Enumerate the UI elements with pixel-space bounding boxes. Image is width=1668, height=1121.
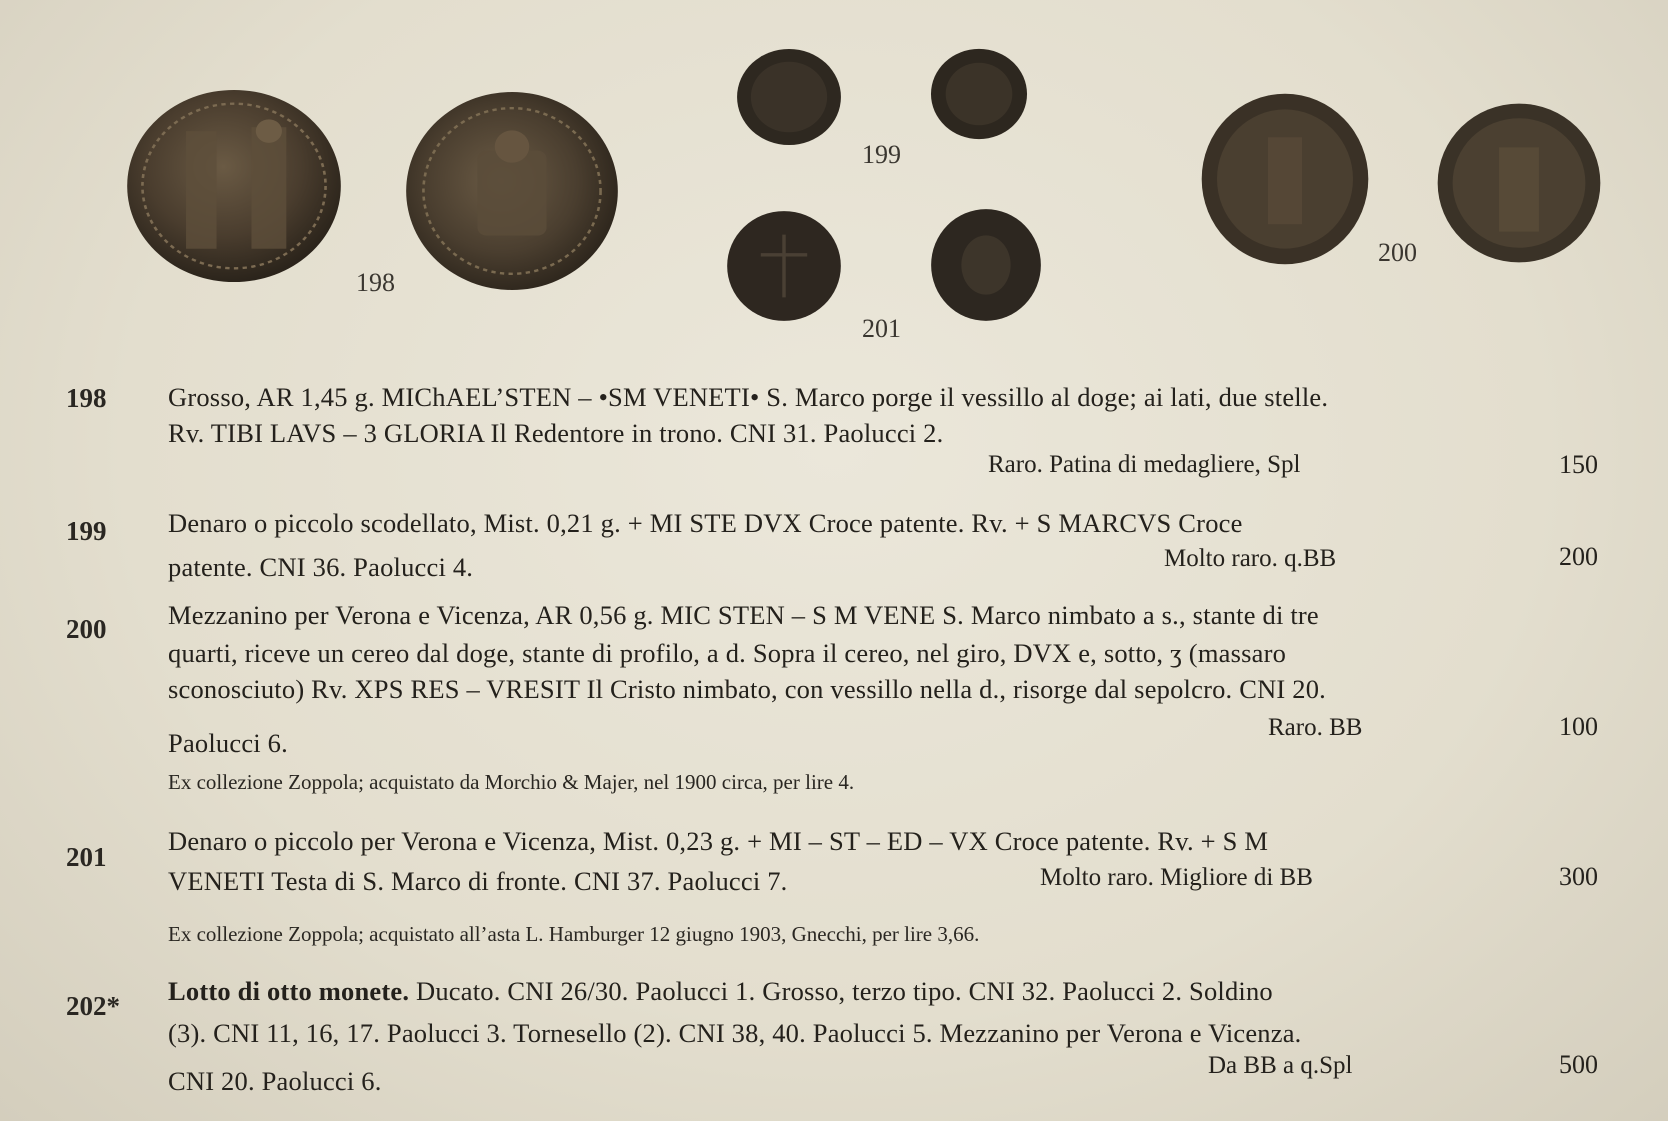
lot-description-line: CNI 20. Paolucci 6.	[168, 1066, 382, 1096]
plate-number-201: 201	[862, 314, 901, 343]
lot-description-line: (3). CNI 11, 16, 17. Paolucci 3. Tornesello (2). CNI 38, 40. Paolucci 5. Mezzanino per Verona e Vicenza.	[168, 1018, 1302, 1048]
plate-number-198: 198	[356, 268, 395, 297]
coin-199-obverse-image	[736, 48, 842, 146]
coin-201-obverse-image	[726, 210, 842, 322]
coin-198-reverse-image	[404, 90, 620, 292]
lot-estimate: 200	[1559, 542, 1598, 571]
lot-grade: Raro. Patina di medagliere, Spl	[988, 451, 1301, 478]
plate-number-200: 200	[1378, 238, 1417, 267]
coin-199-reverse-image	[930, 48, 1028, 140]
plate-number-199: 199	[862, 140, 901, 169]
lot-description-line: Paolucci 6.	[168, 728, 288, 758]
lot-description-line: Denaro o piccolo per Verona e Vicenza, Mist. 0,23 g. + MI – ST – ED – VX Croce patente. Rv. + S M	[168, 826, 1269, 856]
lot-grade: Molto raro. Migliore di BB	[1040, 864, 1313, 891]
lot-estimate: 500	[1559, 1050, 1598, 1079]
coin-200-obverse-image	[1200, 92, 1370, 266]
lot-description-line: Mezzanino per Verona e Vicenza, AR 0,56 g. MIC STEN – S M VENE S. Marco nimbato a s., stante di tre	[168, 600, 1319, 630]
lot-description-line: quarti, riceve un cereo dal doge, stante di profilo, a d. Sopra il cereo, nel giro, DVX e, sotto, ʒ (massaro	[168, 638, 1287, 668]
lot-estimate: 150	[1559, 450, 1598, 479]
lot-description-line: Grosso, AR 1,45 g. MIChAEL’STEN – •SM VENETI• S. Marco porge il vessillo al doge; ai lati, due stelle.	[168, 382, 1329, 412]
lot-description-text: Ducato. CNI 26/30. Paolucci 1. Grosso, terzo tipo. CNI 32. Paolucci 2. Soldino	[409, 976, 1273, 1006]
coin-200-reverse-image	[1436, 102, 1602, 264]
lot-title: Lotto di otto monete.	[168, 976, 410, 1006]
coin-201-reverse-image	[930, 208, 1042, 322]
lot-provenance: Ex collezione Zoppola; acquistato all’asta L. Hamburger 12 giugno 1903, Gnecchi, per lire 3,66.	[168, 922, 980, 946]
lot-estimate: 300	[1559, 862, 1598, 891]
lot-provenance: Ex collezione Zoppola; acquistato da Morchio & Majer, nel 1900 circa, per lire 4.	[168, 770, 855, 794]
lot-number: 201	[66, 842, 107, 872]
lot-grade: Da BB a q.Spl	[1208, 1052, 1353, 1079]
lot-grade: Molto raro. q.BB	[1164, 545, 1337, 572]
lot-number: 198	[66, 383, 107, 413]
lot-description-line	[168, 976, 1273, 1007]
lot-number: 200	[66, 614, 107, 644]
coin-198-obverse-image	[125, 88, 343, 284]
lot-description-line: VENETI Testa di S. Marco di fronte. CNI 37. Paolucci 7.	[168, 866, 788, 896]
lot-grade: Raro. BB	[1268, 714, 1363, 741]
lot-number: 199	[66, 516, 107, 546]
lot-description-line: Rv. TIBI LAVS – 3 GLORIA Il Redentore in trono. CNI 31. Paolucci 2.	[168, 418, 944, 448]
lot-description-line: Denaro o piccolo scodellato, Mist. 0,21 g. + MI STE DVX Croce patente. Rv. + S MARCVS Croce	[168, 508, 1243, 538]
lot-description-line: patente. CNI 36. Paolucci 4.	[168, 552, 474, 582]
lot-number: 202*	[66, 991, 120, 1021]
lot-estimate: 100	[1559, 712, 1598, 741]
lot-description-line: sconosciuto) Rv. XPS RES – VRESIT Il Cristo nimbato, con vessillo nella d., risorge dal sepolcro. CNI 20.	[168, 674, 1326, 704]
